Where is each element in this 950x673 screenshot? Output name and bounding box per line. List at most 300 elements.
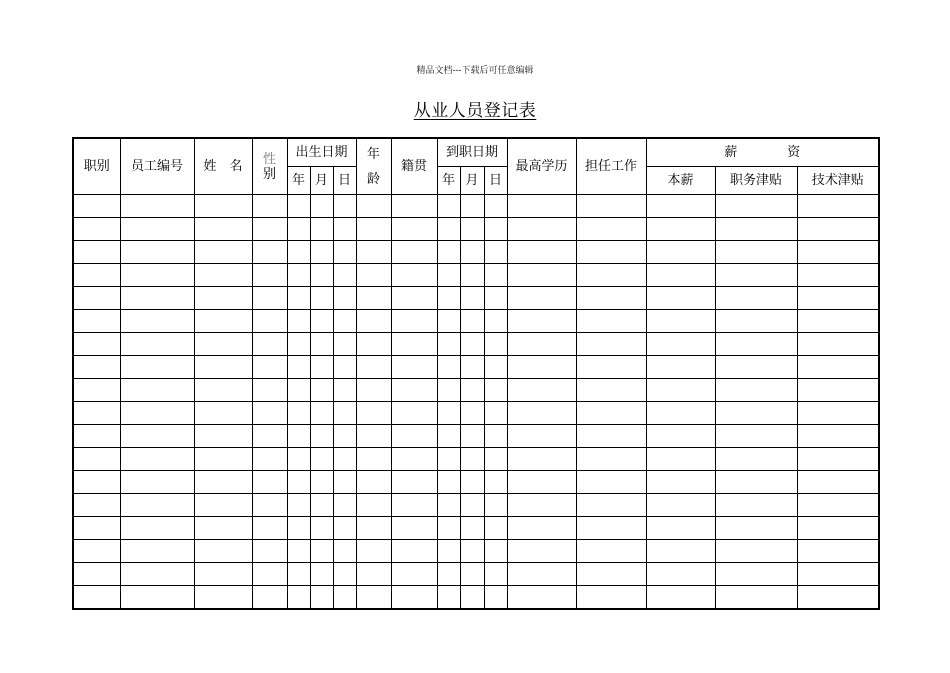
table-cell[interactable] (797, 356, 879, 379)
table-cell[interactable] (797, 379, 879, 402)
table-cell[interactable] (310, 310, 333, 333)
table-cell[interactable] (460, 218, 484, 241)
table-cell[interactable] (333, 241, 356, 264)
table-cell[interactable] (646, 402, 715, 425)
table-cell[interactable] (507, 195, 576, 218)
table-cell[interactable] (391, 310, 437, 333)
table-cell[interactable] (73, 241, 120, 264)
table-cell[interactable] (194, 425, 252, 448)
table-cell[interactable] (333, 195, 356, 218)
table-cell[interactable] (391, 195, 437, 218)
table-cell[interactable] (715, 402, 797, 425)
table-cell[interactable] (356, 448, 391, 471)
table-cell[interactable] (310, 471, 333, 494)
table-cell[interactable] (437, 379, 460, 402)
table-cell[interactable] (437, 425, 460, 448)
table-cell[interactable] (252, 379, 287, 402)
table-cell[interactable] (484, 264, 507, 287)
table-cell[interactable] (391, 379, 437, 402)
table-cell[interactable] (194, 264, 252, 287)
table-cell[interactable] (194, 586, 252, 610)
table-cell[interactable] (120, 425, 194, 448)
table-cell[interactable] (120, 333, 194, 356)
table-cell[interactable] (460, 195, 484, 218)
table-cell[interactable] (310, 586, 333, 610)
table-cell[interactable] (310, 379, 333, 402)
table-cell[interactable] (576, 264, 646, 287)
table-cell[interactable] (194, 218, 252, 241)
table-cell[interactable] (391, 287, 437, 310)
table-cell[interactable] (484, 310, 507, 333)
table-cell[interactable] (460, 287, 484, 310)
table-cell[interactable] (73, 310, 120, 333)
table-cell[interactable] (287, 540, 310, 563)
table-cell[interactable] (797, 563, 879, 586)
table-cell[interactable] (437, 287, 460, 310)
table-cell[interactable] (576, 425, 646, 448)
table-cell[interactable] (73, 471, 120, 494)
table-cell[interactable] (507, 471, 576, 494)
table-cell[interactable] (484, 379, 507, 402)
table-cell[interactable] (120, 448, 194, 471)
table-cell[interactable] (391, 241, 437, 264)
table-cell[interactable] (356, 218, 391, 241)
table-cell[interactable] (287, 402, 310, 425)
table-cell[interactable] (484, 333, 507, 356)
table-cell[interactable] (310, 540, 333, 563)
table-cell[interactable] (287, 425, 310, 448)
table-cell[interactable] (310, 425, 333, 448)
table-cell[interactable] (507, 287, 576, 310)
table-cell[interactable] (194, 402, 252, 425)
table-cell[interactable] (73, 195, 120, 218)
table-cell[interactable] (252, 218, 287, 241)
table-cell[interactable] (646, 356, 715, 379)
table-cell[interactable] (715, 287, 797, 310)
table-cell[interactable] (646, 471, 715, 494)
table-cell[interactable] (194, 517, 252, 540)
table-cell[interactable] (287, 586, 310, 610)
table-cell[interactable] (333, 563, 356, 586)
table-cell[interactable] (507, 563, 576, 586)
table-cell[interactable] (437, 448, 460, 471)
table-cell[interactable] (310, 448, 333, 471)
table-cell[interactable] (576, 563, 646, 586)
table-cell[interactable] (797, 586, 879, 610)
table-cell[interactable] (252, 287, 287, 310)
table-cell[interactable] (576, 494, 646, 517)
table-cell[interactable] (120, 195, 194, 218)
table-cell[interactable] (356, 402, 391, 425)
table-cell[interactable] (333, 356, 356, 379)
table-cell[interactable] (391, 218, 437, 241)
table-cell[interactable] (460, 402, 484, 425)
table-cell[interactable] (507, 333, 576, 356)
table-cell[interactable] (252, 471, 287, 494)
table-cell[interactable] (287, 448, 310, 471)
table-cell[interactable] (333, 471, 356, 494)
table-cell[interactable] (576, 448, 646, 471)
table-cell[interactable] (73, 402, 120, 425)
table-cell[interactable] (194, 563, 252, 586)
table-cell[interactable] (194, 356, 252, 379)
table-cell[interactable] (194, 471, 252, 494)
table-cell[interactable] (484, 356, 507, 379)
table-cell[interactable] (310, 494, 333, 517)
table-cell[interactable] (507, 540, 576, 563)
table-cell[interactable] (194, 310, 252, 333)
table-cell[interactable] (507, 218, 576, 241)
table-cell[interactable] (356, 563, 391, 586)
table-cell[interactable] (73, 586, 120, 610)
table-cell[interactable] (73, 448, 120, 471)
table-cell[interactable] (507, 425, 576, 448)
table-cell[interactable] (437, 241, 460, 264)
table-cell[interactable] (437, 195, 460, 218)
table-cell[interactable] (460, 333, 484, 356)
table-cell[interactable] (576, 379, 646, 402)
table-cell[interactable] (460, 494, 484, 517)
table-cell[interactable] (73, 356, 120, 379)
table-cell[interactable] (310, 287, 333, 310)
table-cell[interactable] (194, 333, 252, 356)
table-cell[interactable] (287, 494, 310, 517)
table-cell[interactable] (484, 563, 507, 586)
table-cell[interactable] (310, 333, 333, 356)
table-cell[interactable] (797, 264, 879, 287)
table-cell[interactable] (437, 517, 460, 540)
table-cell[interactable] (194, 379, 252, 402)
table-cell[interactable] (797, 241, 879, 264)
table-cell[interactable] (120, 241, 194, 264)
table-cell[interactable] (460, 310, 484, 333)
table-cell[interactable] (252, 402, 287, 425)
table-cell[interactable] (646, 333, 715, 356)
table-cell[interactable] (310, 402, 333, 425)
table-cell[interactable] (194, 494, 252, 517)
table-cell[interactable] (715, 494, 797, 517)
table-cell[interactable] (437, 586, 460, 610)
table-cell[interactable] (120, 402, 194, 425)
table-cell[interactable] (194, 448, 252, 471)
table-cell[interactable] (287, 218, 310, 241)
table-cell[interactable] (646, 218, 715, 241)
table-cell[interactable] (715, 563, 797, 586)
table-cell[interactable] (507, 241, 576, 264)
table-cell[interactable] (120, 563, 194, 586)
table-cell[interactable] (437, 471, 460, 494)
table-cell[interactable] (287, 241, 310, 264)
table-cell[interactable] (333, 218, 356, 241)
table-cell[interactable] (287, 517, 310, 540)
table-cell[interactable] (356, 264, 391, 287)
table-cell[interactable] (194, 287, 252, 310)
table-cell[interactable] (252, 264, 287, 287)
table-cell[interactable] (646, 586, 715, 610)
table-cell[interactable] (252, 333, 287, 356)
table-cell[interactable] (797, 471, 879, 494)
table-cell[interactable] (252, 563, 287, 586)
table-cell[interactable] (310, 218, 333, 241)
table-cell[interactable] (73, 563, 120, 586)
table-cell[interactable] (391, 471, 437, 494)
table-cell[interactable] (437, 264, 460, 287)
table-cell[interactable] (460, 241, 484, 264)
table-cell[interactable] (484, 402, 507, 425)
table-cell[interactable] (715, 517, 797, 540)
table-cell[interactable] (287, 310, 310, 333)
table-cell[interactable] (576, 310, 646, 333)
table-cell[interactable] (507, 586, 576, 610)
table-cell[interactable] (484, 218, 507, 241)
table-cell[interactable] (120, 218, 194, 241)
table-cell[interactable] (310, 241, 333, 264)
table-cell[interactable] (797, 517, 879, 540)
table-cell[interactable] (484, 241, 507, 264)
table-cell[interactable] (715, 448, 797, 471)
table-cell[interactable] (356, 356, 391, 379)
table-cell[interactable] (797, 540, 879, 563)
table-cell[interactable] (73, 379, 120, 402)
table-cell[interactable] (120, 517, 194, 540)
table-cell[interactable] (460, 517, 484, 540)
table-cell[interactable] (252, 540, 287, 563)
table-cell[interactable] (437, 540, 460, 563)
table-cell[interactable] (484, 586, 507, 610)
table-cell[interactable] (287, 379, 310, 402)
table-cell[interactable] (333, 379, 356, 402)
table-cell[interactable] (333, 310, 356, 333)
table-cell[interactable] (484, 448, 507, 471)
table-cell[interactable] (310, 517, 333, 540)
table-cell[interactable] (484, 517, 507, 540)
table-cell[interactable] (715, 471, 797, 494)
table-cell[interactable] (391, 563, 437, 586)
table-cell[interactable] (715, 333, 797, 356)
table-cell[interactable] (646, 517, 715, 540)
table-cell[interactable] (715, 195, 797, 218)
table-cell[interactable] (576, 402, 646, 425)
table-cell[interactable] (73, 333, 120, 356)
table-cell[interactable] (797, 287, 879, 310)
table-cell[interactable] (310, 195, 333, 218)
table-cell[interactable] (460, 540, 484, 563)
table-cell[interactable] (715, 586, 797, 610)
table-cell[interactable] (460, 471, 484, 494)
table-cell[interactable] (356, 586, 391, 610)
table-cell[interactable] (437, 310, 460, 333)
table-cell[interactable] (484, 540, 507, 563)
table-cell[interactable] (310, 563, 333, 586)
table-cell[interactable] (391, 540, 437, 563)
table-cell[interactable] (252, 195, 287, 218)
table-cell[interactable] (576, 471, 646, 494)
table-cell[interactable] (287, 471, 310, 494)
table-cell[interactable] (507, 448, 576, 471)
table-cell[interactable] (391, 356, 437, 379)
table-cell[interactable] (484, 195, 507, 218)
table-cell[interactable] (252, 356, 287, 379)
table-cell[interactable] (333, 517, 356, 540)
table-cell[interactable] (460, 586, 484, 610)
table-cell[interactable] (715, 264, 797, 287)
table-cell[interactable] (715, 241, 797, 264)
table-cell[interactable] (120, 540, 194, 563)
table-cell[interactable] (715, 310, 797, 333)
table-cell[interactable] (507, 402, 576, 425)
table-cell[interactable] (576, 241, 646, 264)
table-cell[interactable] (576, 218, 646, 241)
table-cell[interactable] (73, 517, 120, 540)
table-cell[interactable] (437, 563, 460, 586)
table-cell[interactable] (437, 494, 460, 517)
table-cell[interactable] (576, 517, 646, 540)
table-cell[interactable] (252, 494, 287, 517)
table-cell[interactable] (356, 241, 391, 264)
table-cell[interactable] (576, 586, 646, 610)
table-cell[interactable] (73, 494, 120, 517)
table-cell[interactable] (333, 586, 356, 610)
table-cell[interactable] (646, 287, 715, 310)
table-cell[interactable] (252, 517, 287, 540)
table-cell[interactable] (797, 494, 879, 517)
table-cell[interactable] (73, 264, 120, 287)
table-cell[interactable] (437, 402, 460, 425)
table-cell[interactable] (73, 218, 120, 241)
table-cell[interactable] (356, 540, 391, 563)
table-cell[interactable] (715, 218, 797, 241)
table-cell[interactable] (333, 425, 356, 448)
table-cell[interactable] (356, 517, 391, 540)
table-cell[interactable] (120, 356, 194, 379)
table-cell[interactable] (646, 494, 715, 517)
table-cell[interactable] (310, 264, 333, 287)
table-cell[interactable] (507, 356, 576, 379)
table-cell[interactable] (507, 494, 576, 517)
table-cell[interactable] (194, 540, 252, 563)
table-cell[interactable] (356, 471, 391, 494)
table-cell[interactable] (252, 448, 287, 471)
table-cell[interactable] (797, 402, 879, 425)
table-cell[interactable] (333, 494, 356, 517)
table-cell[interactable] (391, 448, 437, 471)
table-cell[interactable] (484, 471, 507, 494)
table-cell[interactable] (287, 356, 310, 379)
table-cell[interactable] (484, 425, 507, 448)
table-cell[interactable] (437, 356, 460, 379)
table-cell[interactable] (715, 356, 797, 379)
table-cell[interactable] (437, 333, 460, 356)
table-cell[interactable] (194, 241, 252, 264)
table-cell[interactable] (120, 586, 194, 610)
table-cell[interactable] (391, 402, 437, 425)
table-cell[interactable] (646, 448, 715, 471)
table-cell[interactable] (797, 218, 879, 241)
table-cell[interactable] (646, 540, 715, 563)
table-cell[interactable] (333, 333, 356, 356)
table-cell[interactable] (507, 264, 576, 287)
table-cell[interactable] (194, 195, 252, 218)
table-cell[interactable] (356, 425, 391, 448)
table-cell[interactable] (333, 540, 356, 563)
table-cell[interactable] (287, 563, 310, 586)
table-cell[interactable] (715, 379, 797, 402)
table-cell[interactable] (484, 287, 507, 310)
table-cell[interactable] (646, 264, 715, 287)
table-cell[interactable] (576, 195, 646, 218)
table-cell[interactable] (356, 310, 391, 333)
table-cell[interactable] (287, 287, 310, 310)
table-cell[interactable] (333, 402, 356, 425)
table-cell[interactable] (576, 356, 646, 379)
table-cell[interactable] (333, 264, 356, 287)
table-cell[interactable] (507, 310, 576, 333)
table-cell[interactable] (333, 448, 356, 471)
table-cell[interactable] (460, 356, 484, 379)
table-cell[interactable] (120, 471, 194, 494)
table-cell[interactable] (797, 425, 879, 448)
table-cell[interactable] (73, 425, 120, 448)
table-cell[interactable] (252, 425, 287, 448)
table-cell[interactable] (797, 448, 879, 471)
table-cell[interactable] (356, 494, 391, 517)
table-cell[interactable] (715, 425, 797, 448)
table-cell[interactable] (391, 264, 437, 287)
table-cell[interactable] (120, 494, 194, 517)
table-cell[interactable] (797, 310, 879, 333)
table-cell[interactable] (391, 425, 437, 448)
table-cell[interactable] (252, 241, 287, 264)
table-cell[interactable] (356, 333, 391, 356)
table-cell[interactable] (460, 448, 484, 471)
table-cell[interactable] (576, 540, 646, 563)
table-cell[interactable] (460, 379, 484, 402)
table-cell[interactable] (715, 540, 797, 563)
table-cell[interactable] (797, 195, 879, 218)
table-cell[interactable] (507, 517, 576, 540)
table-cell[interactable] (646, 425, 715, 448)
table-cell[interactable] (646, 310, 715, 333)
table-cell[interactable] (507, 379, 576, 402)
table-cell[interactable] (73, 287, 120, 310)
table-cell[interactable] (120, 310, 194, 333)
table-cell[interactable] (646, 241, 715, 264)
table-cell[interactable] (356, 379, 391, 402)
table-cell[interactable] (437, 218, 460, 241)
table-cell[interactable] (797, 333, 879, 356)
table-cell[interactable] (576, 287, 646, 310)
table-cell[interactable] (391, 333, 437, 356)
table-cell[interactable] (460, 425, 484, 448)
table-cell[interactable] (120, 379, 194, 402)
table-cell[interactable] (391, 494, 437, 517)
table-cell[interactable] (120, 287, 194, 310)
table-cell[interactable] (287, 195, 310, 218)
table-cell[interactable] (287, 333, 310, 356)
table-cell[interactable] (356, 287, 391, 310)
table-cell[interactable] (576, 333, 646, 356)
table-cell[interactable] (310, 356, 333, 379)
table-cell[interactable] (252, 586, 287, 610)
table-cell[interactable] (287, 264, 310, 287)
table-cell[interactable] (646, 195, 715, 218)
table-cell[interactable] (460, 264, 484, 287)
table-cell[interactable] (646, 563, 715, 586)
table-cell[interactable] (646, 379, 715, 402)
table-cell[interactable] (252, 310, 287, 333)
table-cell[interactable] (391, 586, 437, 610)
table-cell[interactable] (484, 494, 507, 517)
